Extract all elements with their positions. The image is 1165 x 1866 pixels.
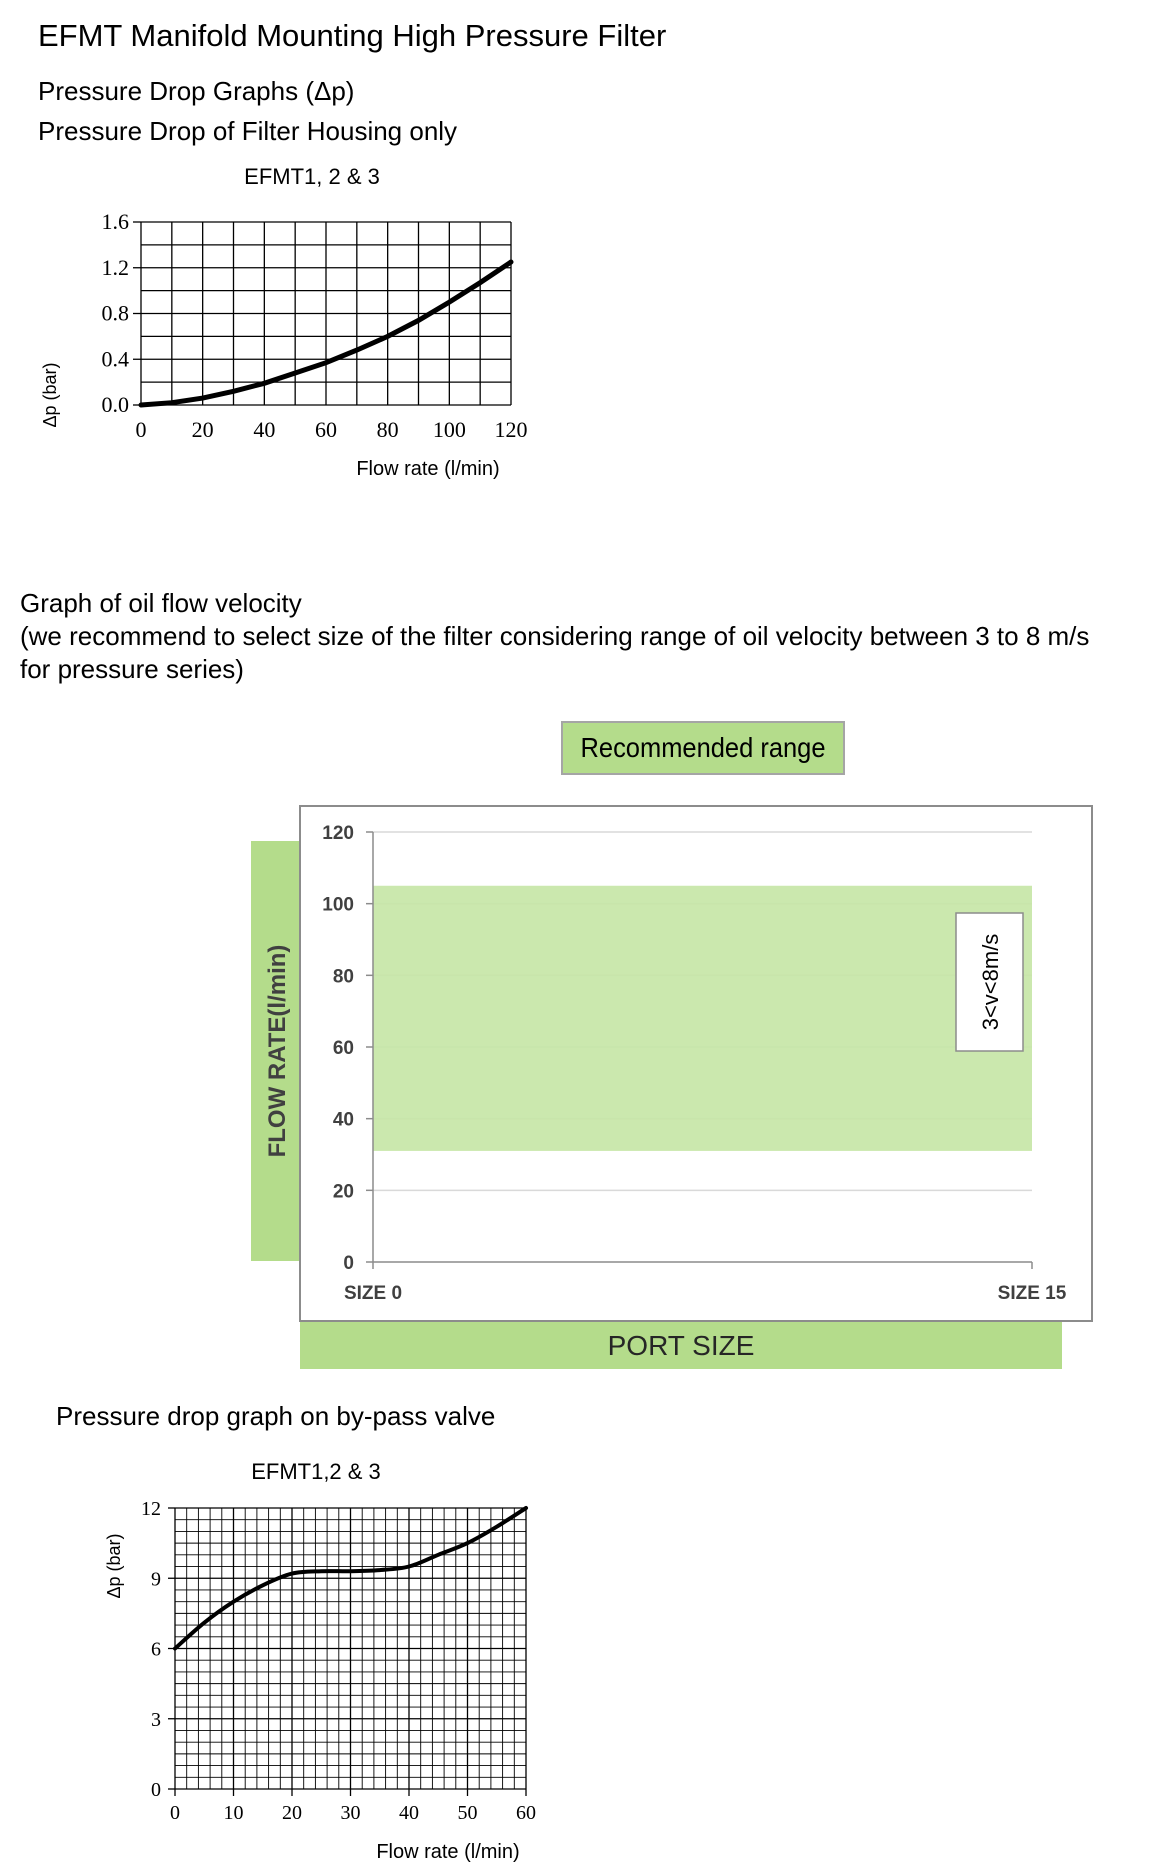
section3-heading: Pressure drop graph on by-pass valve [56,1401,496,1431]
legend-label: Recommended range [580,732,826,763]
chart2-y-tick-label: 20 [332,1181,354,1203]
chart1-y-tick-label: 0.8 [101,300,129,326]
chart1-x-axis-label: Flow rate (l/min) [356,458,500,480]
recommended-range-band [373,886,1032,1151]
chart1-x-tick-label: 100 [432,417,466,442]
chart1-x-tick-label: 0 [135,417,147,442]
chart2-y-tick-label: 40 [332,1109,354,1131]
chart1-grid [141,222,511,405]
chart2-y-tick-label: 60 [332,1038,354,1059]
page-title: EFMT Manifold Mounting High Pressure Filter [38,18,667,53]
section2-note-line2: for pressure series) [20,654,244,684]
chart3-y-tick-label: 6 [151,1638,161,1661]
chart1-y-axis-label: Δp (bar) [40,362,60,428]
chart2-x-tick-label: SIZE 0 [343,1283,403,1304]
chart1-y-tick-label: 0.0 [101,392,129,417]
chart3-y-tick-label: 12 [141,1498,161,1520]
chart1-x-tick-label: 80 [376,417,399,442]
chart-bypass-valve [0,1440,600,1866]
section1-subheading: Pressure Drop of Filter Housing only [38,116,458,146]
chart1-x-tick-label: 120 [494,417,528,442]
chart2-x-tick-label: SIZE 15 [997,1283,1067,1304]
chart2-y-tick-label: 0 [343,1253,354,1274]
section2-heading: Graph of oil flow velocity [20,588,302,618]
chart2-x-axis-label: PORT SIZE [607,1330,755,1361]
chart1-y-tick-label: 1.6 [101,209,129,234]
chart1-y-tick-label: 0.4 [101,346,129,372]
chart1-x-tick-label: 40 [253,417,276,442]
chart3-x-axis-label: Flow rate (l/min) [376,1841,520,1863]
section1-heading: Pressure Drop Graphs (Δp) [38,76,355,106]
chart2-y-tick-label: 120 [322,823,354,844]
chart2-y-axis-label: FLOW RATE(l/min) [264,944,291,1158]
chart3-x-tick-label: 50 [457,1802,478,1824]
chart3-x-tick-label: 40 [399,1802,419,1824]
chart3-y-tick-label: 0 [151,1779,161,1801]
chart-filter-housing [0,150,600,490]
chart1-x-tick-label: 20 [191,417,214,442]
chart2-y-tick-label: 80 [332,966,354,988]
chart1-y-tick-label: 1.2 [101,254,129,280]
annotation-label: 3<v<8m/s [978,933,1003,1031]
chart3-x-tick-label: 30 [340,1802,361,1824]
section2-note-line1: (we recommend to select size of the filter considering range of oil velocity between 3 to 8 m/s [20,621,1090,651]
chart3-x-tick-label: 10 [223,1802,244,1824]
chart3-grid [175,1508,526,1789]
chart3-x-tick-label: 0 [170,1802,180,1824]
chart1-x-tick-label: 60 [315,417,337,442]
chart-oil-flow-velocity [0,700,1165,1390]
chart3-title: EFMT1,2 & 3 [251,1459,381,1484]
chart1-title: EFMT1, 2 & 3 [244,164,380,189]
chart3-x-tick-label: 60 [516,1802,536,1824]
chart3-y-axis-label: Δp (bar) [104,1533,124,1599]
chart3-x-tick-label: 20 [282,1802,302,1824]
chart2-y-tick-label: 100 [322,894,354,916]
chart3-y-tick-label: 3 [151,1708,161,1731]
chart3-y-tick-label: 9 [151,1568,161,1591]
